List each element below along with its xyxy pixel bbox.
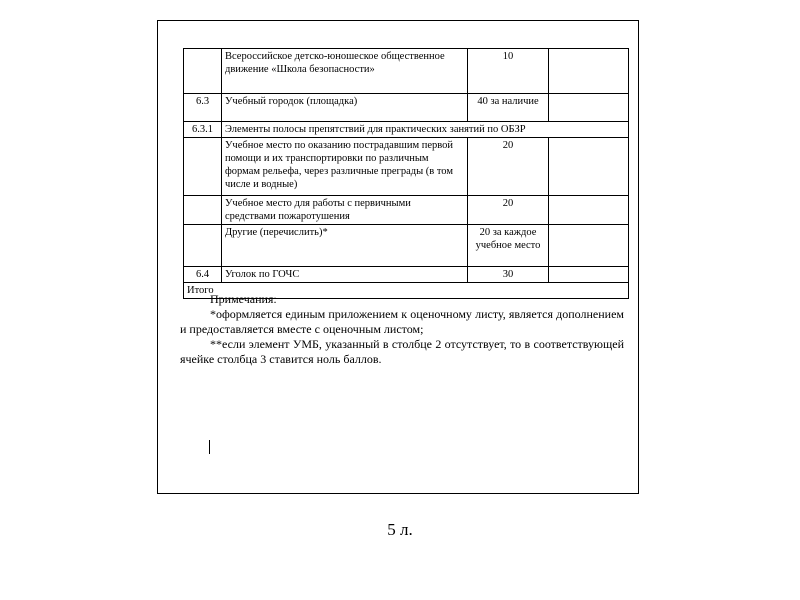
table-row: [184, 122, 629, 138]
row-name: Учебный городок (площадка): [222, 94, 468, 122]
table-row: [184, 267, 629, 283]
row-name: Уголок по ГОЧС: [222, 267, 468, 283]
note-2: **если элемент УМБ, указанный в столбце 2 отсутствует, то в соответствующей ячейке столбца 3 ставится ноль баллов.: [180, 337, 624, 366]
table-row: [184, 225, 629, 267]
row-score: 10: [468, 49, 549, 94]
row-name: Учебное место по оказанию пострадавшим первой помощи и их транспортировки по различным формам рельефа, через различные преграды (в том числе и водные): [222, 138, 468, 196]
table-row: [184, 49, 629, 94]
row-number: [184, 49, 222, 94]
row-name: Учебное место для работы с первичными средствами пожаротушения: [222, 196, 468, 225]
row-extra: [549, 196, 629, 225]
row-score: 20: [468, 196, 549, 225]
row-number: 6.4: [184, 267, 222, 283]
table-row: [184, 94, 629, 122]
row-number: 6.3: [184, 94, 222, 122]
row-extra: [549, 49, 629, 94]
umb-table: [183, 48, 629, 299]
row-score: 20 за каждое учебное место: [468, 225, 549, 267]
row-extra: [549, 138, 629, 196]
table-row: [184, 196, 629, 225]
row-extra: [549, 94, 629, 122]
total-label: Итого: [184, 283, 629, 299]
row-score: 40 за наличие: [468, 94, 549, 122]
row-score: 30: [468, 267, 549, 283]
row-extra: [549, 267, 629, 283]
text-cursor: [209, 440, 210, 454]
page-label: [0, 520, 800, 540]
row-number: 6.3.1: [184, 122, 222, 138]
notes-section: [180, 292, 624, 367]
row-name: Другие (перечислить)*: [222, 225, 468, 267]
row-number: [184, 225, 222, 267]
page-label-text: 5 л.: [387, 520, 413, 539]
row-extra: [549, 225, 629, 267]
table-row: [184, 138, 629, 196]
note-1: *оформляется единым приложением к оценочному листу, является дополнением и предоставляется вместе с оценочным листом;: [180, 307, 624, 336]
notes-title: Примечания:: [210, 292, 277, 306]
row-name: Всероссийское детско-юношеское общественное движение «Школа безопасности»: [222, 49, 468, 94]
row-name: Элементы полосы препятствий для практических занятий по ОБЗР: [222, 122, 629, 138]
row-number: [184, 138, 222, 196]
row-score: 20: [468, 138, 549, 196]
row-number: [184, 196, 222, 225]
